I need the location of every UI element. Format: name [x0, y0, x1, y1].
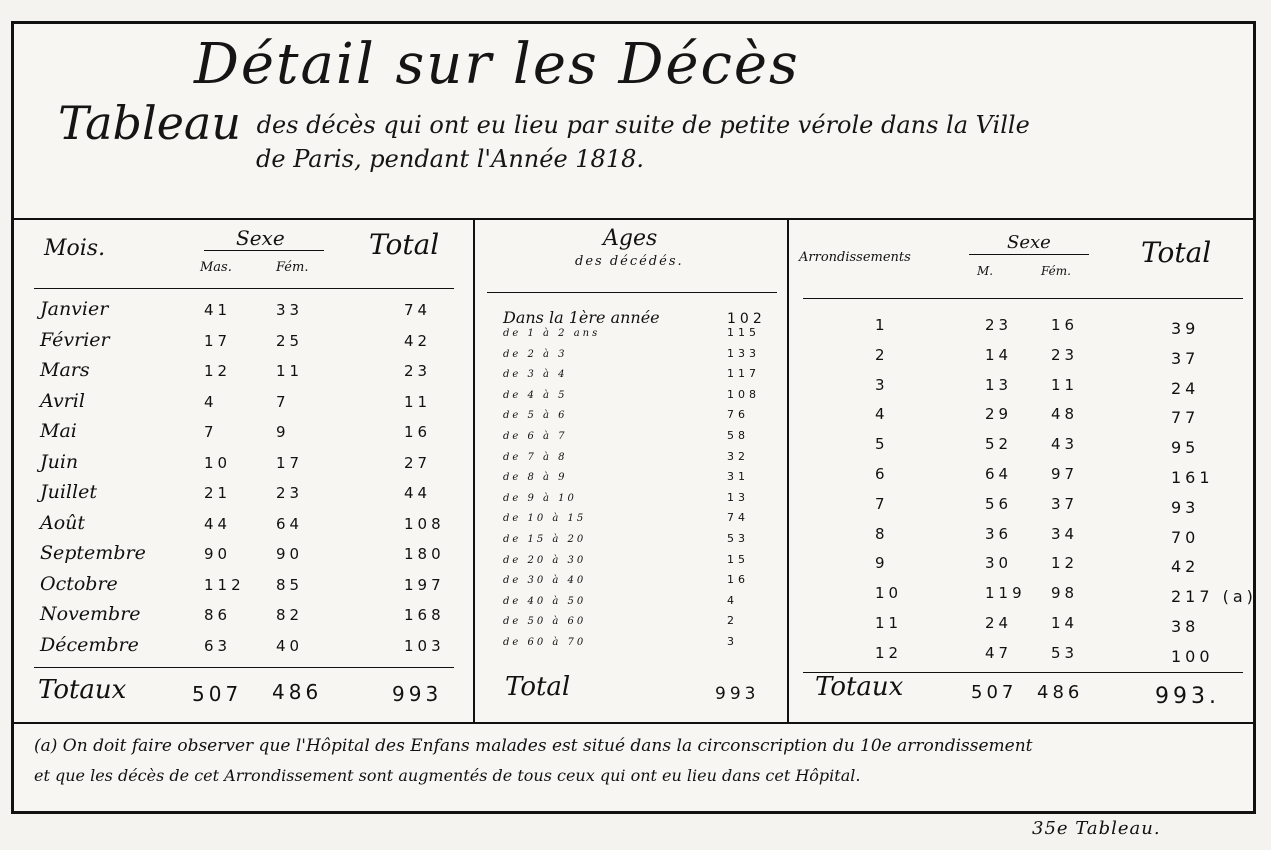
arrond-total: 100	[1171, 646, 1214, 666]
arrond-total: 42	[1171, 557, 1200, 577]
month-male: 17	[204, 331, 232, 350]
month-female: 9	[276, 423, 290, 441]
arrond-total: 217 (a)	[1171, 587, 1257, 607]
arrond-male: 56	[985, 494, 1013, 513]
arrond-header-male: M.	[977, 264, 994, 278]
month-name: Décembre	[40, 633, 139, 656]
month-name: Avril	[40, 389, 85, 412]
arrond-female: 14	[1051, 614, 1079, 632]
page-title: Détail sur les Décès	[194, 32, 800, 97]
document-sheet	[11, 21, 1256, 814]
months-total-male: 507	[192, 682, 243, 706]
table-caption	[58, 96, 1208, 176]
month-female: 23	[276, 484, 304, 502]
month-female: 64	[276, 514, 304, 533]
arrond-number: 1	[875, 316, 889, 334]
month-male: 63	[204, 636, 232, 655]
arrond-female: 34	[1051, 524, 1079, 543]
arrond-number: 5	[875, 435, 889, 454]
arrond-total: 95	[1171, 438, 1200, 458]
arrond-number: 11	[875, 614, 903, 632]
arrond-female: 11	[1051, 375, 1079, 394]
arrond-female: 43	[1051, 435, 1079, 454]
month-male: 86	[204, 606, 232, 624]
months-total-female: 486	[272, 680, 323, 704]
month-name: Février	[40, 328, 110, 351]
arrond-number: 6	[875, 465, 889, 483]
arrond-male: 119	[985, 584, 1026, 603]
age-value: 58	[727, 429, 749, 442]
month-total: 27	[404, 453, 432, 472]
age-label: de 2 à 3	[503, 348, 568, 360]
footnote-divider	[14, 722, 1253, 724]
age-value: 102	[727, 311, 766, 327]
month-total: 42	[404, 331, 432, 350]
month-name: Janvier	[40, 298, 109, 320]
age-value: 115	[727, 326, 760, 339]
month-total: 74	[404, 301, 432, 319]
arrond-header-female: Fém.	[1041, 264, 1071, 278]
month-female: 7	[276, 392, 290, 411]
arrond-number: 12	[875, 643, 903, 662]
month-male: 10	[204, 453, 232, 472]
months-header-male: Mas.	[200, 260, 232, 275]
arrond-male: 14	[985, 345, 1013, 364]
month-female: 90	[276, 545, 304, 563]
arrond-male: 23	[985, 316, 1013, 334]
ages-total-value: 993	[715, 684, 760, 704]
months-totals-label: Totaux	[38, 675, 127, 705]
month-male: 112	[204, 575, 245, 594]
month-total: 23	[404, 362, 432, 380]
age-value: 76	[727, 408, 749, 422]
arrond-male: 47	[985, 643, 1013, 662]
arrond-header-rule	[803, 298, 1243, 299]
age-label: de 5 à 6	[503, 410, 568, 422]
month-total: 44	[404, 484, 432, 502]
arrond-header-label: Arrondissements	[799, 250, 911, 265]
age-value: 2	[727, 614, 738, 628]
month-female: 40	[276, 636, 304, 655]
month-female: 25	[276, 331, 304, 350]
age-value: 3	[727, 635, 738, 648]
arrond-female: 98	[1051, 584, 1079, 603]
arrond-total-female: 486	[1037, 682, 1084, 703]
arrond-female: 37	[1051, 494, 1079, 513]
month-total: 197	[404, 575, 445, 594]
month-name: Octobre	[40, 572, 118, 595]
age-label: de 30 à 40	[503, 575, 587, 587]
age-label: de 6 à 7	[503, 431, 568, 442]
month-male: 90	[204, 545, 232, 563]
arrond-male: 29	[985, 405, 1013, 424]
sex-underline	[204, 250, 324, 251]
arrond-number: 3	[875, 375, 889, 394]
months-section	[14, 220, 473, 722]
month-male: 21	[204, 484, 232, 502]
month-name: Août	[40, 511, 86, 534]
arrond-total: 24	[1171, 378, 1200, 398]
arrond-number: 2	[875, 345, 889, 364]
months-header-rule	[34, 288, 454, 289]
age-label: de 10 à 15	[503, 513, 587, 525]
age-label: de 20 à 30	[503, 554, 587, 566]
arrond-female: 16	[1051, 316, 1079, 334]
arrond-total-all: 993.	[1155, 684, 1220, 709]
age-label: de 8 à 9	[503, 472, 568, 484]
arrond-number: 7	[875, 494, 889, 513]
months-header-female: Fém.	[276, 260, 309, 275]
month-male: 44	[204, 514, 232, 533]
month-male: 7	[204, 423, 218, 441]
arrond-female: 48	[1051, 405, 1079, 424]
ages-total-label: Total	[505, 672, 571, 702]
month-total: 11	[404, 392, 432, 411]
arrond-female: 12	[1051, 554, 1079, 573]
month-name: Novembre	[40, 603, 141, 625]
arrond-total: 38	[1171, 617, 1200, 636]
age-value: 13	[727, 490, 749, 504]
arrond-male: 52	[985, 435, 1013, 454]
ages-header-line2: des décédés.	[575, 254, 684, 269]
age-label: de 15 à 20	[503, 534, 587, 545]
month-male: 12	[204, 362, 232, 380]
arrond-male: 30	[985, 554, 1013, 573]
arrond-female: 53	[1051, 643, 1079, 662]
arrond-total: 39	[1171, 319, 1200, 338]
caption-line-2: de Paris, pendant l'Année 1818.	[256, 145, 644, 173]
month-total: 16	[404, 423, 432, 441]
age-value: 117	[727, 367, 760, 381]
months-total-all: 993	[392, 682, 443, 706]
month-female: 33	[276, 301, 304, 319]
arrond-number: 9	[875, 554, 889, 573]
month-male: 4	[204, 392, 218, 411]
month-name: Juin	[40, 450, 79, 473]
arrond-header-sex: Sexe	[1007, 232, 1051, 253]
age-value: 74	[727, 511, 749, 525]
arrond-number: 8	[875, 524, 889, 543]
age-value: 32	[727, 449, 749, 463]
month-male: 41	[204, 301, 232, 319]
month-name: Septembre	[40, 542, 146, 564]
arrond-number: 4	[875, 405, 889, 424]
footnote-line-1: (a) On doit faire observer que l'Hôpital des Enfans malades est situé dans la circonscription du 10e arrondissement	[34, 736, 1033, 756]
month-total: 108	[404, 514, 445, 533]
month-total: 168	[404, 606, 445, 624]
month-female: 11	[276, 362, 304, 380]
months-header-sex: Sexe	[236, 226, 285, 250]
caption-lead: Tableau	[58, 96, 241, 150]
age-value: 133	[727, 346, 760, 360]
arrond-female: 97	[1051, 465, 1079, 483]
month-female: 85	[276, 575, 304, 594]
caption-line-1: des décès qui ont eu lieu par suite de petite vérole dans la Ville	[256, 111, 1030, 139]
month-name: Mars	[40, 359, 90, 381]
age-value: 16	[727, 573, 749, 587]
months-totals-rule	[34, 667, 454, 668]
arrondissements-section	[789, 220, 1257, 722]
month-name: Juillet	[40, 481, 97, 503]
arrond-total: 161	[1171, 468, 1214, 487]
arrond-header-total: Total	[1141, 236, 1212, 269]
months-header-month: Mois.	[44, 236, 106, 261]
arrond-male: 24	[985, 614, 1013, 632]
arrond-male: 13	[985, 375, 1013, 394]
age-value: 53	[727, 532, 749, 545]
age-value: 15	[727, 552, 749, 566]
age-label: de 50 à 60	[503, 616, 587, 628]
ages-section	[475, 220, 787, 722]
age-label: de 1 à 2 ans	[503, 328, 601, 339]
age-label: de 60 à 70	[503, 637, 587, 648]
arrond-total: 70	[1171, 527, 1200, 547]
month-total: 180	[404, 545, 445, 563]
page-label: 35e Tableau.	[1032, 818, 1161, 839]
age-label: de 4 à 5	[503, 389, 568, 401]
footnote-line-2: et que les décès de cet Arrondissement sont augmentés de tous ceux qui ont eu lieu dans cet Hôpital.	[34, 766, 861, 785]
age-label: de 9 à 10	[503, 492, 577, 504]
age-value: 4	[727, 593, 738, 607]
age-value: 108	[727, 387, 760, 401]
month-name: Mai	[40, 420, 77, 442]
arrond-number: 10	[875, 584, 903, 603]
arrond-total: 93	[1171, 497, 1200, 517]
arrond-sex-underline	[969, 254, 1089, 255]
age-label: Dans la 1ère année	[503, 308, 660, 327]
arrond-totals-label: Totaux	[815, 672, 904, 702]
month-total: 103	[404, 636, 445, 655]
ages-header-line1: Ages	[603, 226, 658, 251]
age-label: de 7 à 8	[503, 451, 568, 463]
month-female: 82	[276, 606, 304, 624]
months-header-total: Total	[369, 228, 440, 261]
arrond-female: 23	[1051, 345, 1079, 364]
arrond-male: 36	[985, 524, 1013, 543]
age-label: de 40 à 50	[503, 595, 587, 607]
month-female: 17	[276, 453, 304, 472]
arrond-total: 77	[1171, 408, 1200, 428]
arrond-total-male: 507	[971, 682, 1018, 703]
age-label: de 3 à 4	[503, 369, 568, 381]
age-value: 31	[727, 470, 749, 484]
arrond-total: 37	[1171, 348, 1200, 368]
ages-header-rule	[487, 292, 777, 293]
arrond-male: 64	[985, 465, 1013, 483]
